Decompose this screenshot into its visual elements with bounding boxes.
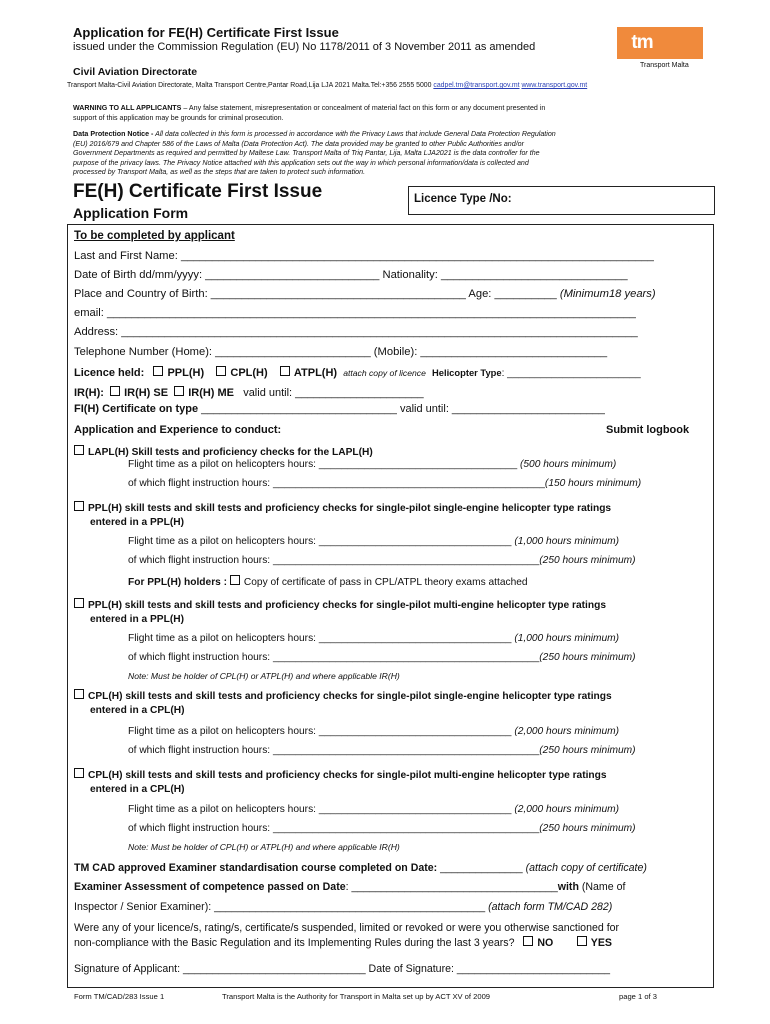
ir-valid-until-field[interactable]: valid until: _____________________	[243, 387, 424, 399]
sanction-no-checkbox[interactable]	[523, 936, 533, 946]
ppl-se-instruction-field[interactable]: of which flight instruction hours: _______________________________________________(250 hours minimum)	[128, 555, 636, 566]
standardisation-row[interactable]: TM CAD approved Examiner standardisation course completed on Date: ______________ (attach copy of certificate)	[74, 862, 647, 874]
ppl-me-note: Note: Must be holder of CPL(H) or ATPL(H) and where applicable IR(H)	[128, 671, 400, 681]
cpl-se-section-title: CPL(H) skill tests and skill tests and proficiency checks for single-pilot single-engine helicopter type ratings entered in a CPL(H)	[74, 689, 612, 718]
inspector-row[interactable]: Inspector / Senior Examiner): ______________________________________________ (attach form TM/CAD 282)	[74, 901, 613, 913]
ppl-me-section-title: PPL(H) skill tests and skill tests and proficiency checks for single-pilot multi-engine helicopter type ratings entered in a PPL(H)	[74, 598, 606, 627]
ppl-me-flight-time-field[interactable]: Flight time as a pilot on helicopters hours: __________________________________ (1,000 hours minimum)	[128, 633, 620, 644]
lapl-instruction-field[interactable]: of which flight instruction hours: ________________________________________________(150 hours minimum)	[128, 478, 642, 489]
address-line: Transport Malta-Civil Aviation Directorate, Malta Transport Centre,Pantar Road,Lija LJA 2021 Malta.Tel:+356 2555 5000 cadpel.tm@transport.gov.mt www.transport.gov.mt	[67, 82, 588, 89]
logo-caption: Transport Malta	[640, 62, 689, 69]
applicant-heading: To be completed by applicant	[74, 230, 235, 242]
form-subtitle: Application Form	[73, 205, 189, 221]
fi-row[interactable]: FI(H) Certificate on type ________________________________ valid until: _________________________	[74, 403, 605, 415]
ppl-se-section-title: PPL(H) skill tests and skill tests and proficiency checks for single-pilot single-engine helicopter type ratings entered in a PPL(H)	[74, 501, 611, 530]
lapl-flight-time-field[interactable]: Flight time as a pilot on helicopters hours: ___________________________________ (500 hours minimum)	[128, 459, 617, 470]
form-title: FE(H) Certificate First Issue	[73, 181, 323, 202]
ppl-se-checkbox[interactable]	[74, 501, 84, 511]
sanction-yes-checkbox[interactable]	[577, 936, 587, 946]
transport-malta-logo	[617, 27, 703, 59]
document-title: Application for FE(H) Certificate First Issue	[73, 25, 339, 40]
email-field[interactable]: email: _____________________________________________________________________________________	[74, 307, 636, 319]
signature-row[interactable]: Signature of Applicant: _______________________________ Date of Signature: __________________________	[74, 963, 611, 975]
cpl-se-checkbox[interactable]	[74, 689, 84, 699]
ppl-checkbox[interactable]	[153, 366, 163, 376]
data-protection-notice: Data Protection Notice - All data collected in this form is processed in accordance with the Privacy Laws that include General Data Protection Regulation (EU) 2016/679 and Chapter 586 of the Laws of Malta (Data Protection Act). The data provided may be granted to other Public Authorities and/or Government Departments as required and permitted by Maltese Law. Transport Malta of Triq Pantar, Lija, Malta LJA2021 is the data controller for the purpose of the privacy laws. The Privacy Notice attached with this application sets out the way in which personal information/data is collected and processed by Transport Malta, as well as the steps that are taken to protect such information.	[73, 130, 556, 177]
ppl-me-checkbox[interactable]	[74, 598, 84, 608]
helicopter-type-field[interactable]: : ________________________	[501, 368, 641, 379]
website-link[interactable]: www.transport.gov.mt	[521, 82, 588, 89]
directorate-name: Civil Aviation Directorate	[73, 66, 198, 78]
name-field[interactable]: Last and First Name: ____________________________________________________________________________	[74, 250, 654, 262]
ir-se-checkbox[interactable]	[110, 386, 120, 396]
sanction-question: Were any of your licence/s, rating/s, certificate/s suspended, limited or revoked or were you otherwise sanctioned for non-compliance with the Basic Regulation and its Implementing Rules during the last 3 years? NO YES	[74, 922, 620, 949]
cpl-me-checkbox[interactable]	[74, 768, 84, 778]
logo-text: tm	[631, 32, 653, 53]
ppl-holders-row: For PPL(H) holders : Copy of certificate of pass in CPL/ATPL theory exams attached	[128, 577, 528, 588]
cpl-checkbox[interactable]	[216, 366, 226, 376]
age-note: (Minimum18 years)	[559, 288, 656, 300]
authority-line: Transport Malta is the Authority for Transport in Malta set up by ACT XV of 2009	[222, 992, 491, 1001]
ppl-theory-checkbox[interactable]	[230, 575, 240, 585]
ppl-se-flight-time-field[interactable]: Flight time as a pilot on helicopters hours: __________________________________ (1,000 hours minimum)	[128, 536, 620, 547]
cpl-me-section-title: CPL(H) skill tests and skill tests and proficiency checks for single-pilot multi-engine helicopter type ratings entered in a CPL(H)	[74, 768, 607, 797]
page-number: page 1 of 3	[619, 992, 658, 1001]
licence-type-label: Licence Type /No:	[414, 193, 512, 205]
cpl-me-note: Note: Must be holder of CPL(H) or ATPL(H) and where applicable IR(H)	[128, 842, 400, 852]
ir-me-checkbox[interactable]	[174, 386, 184, 396]
atpl-checkbox[interactable]	[280, 366, 290, 376]
address-field[interactable]: Address: ___________________________________________________________________________________	[74, 326, 638, 338]
assessment-row[interactable]: Examiner Assessment of competence passed on Date: ___________________________________with (Name of	[74, 881, 626, 893]
dob-nationality-field[interactable]: Date of Birth dd/mm/yyyy: ____________________________ Nationality: ______________________________	[74, 269, 628, 281]
document-subtitle: issued under the Commission Regulation (EU) No 1178/2011 of 3 November 2011 as amended	[73, 41, 536, 53]
cpl-se-flight-time-field[interactable]: Flight time as a pilot on helicopters hours: __________________________________ (2,000 hours minimum)	[128, 726, 620, 737]
licence-held-row: Licence held: PPL(H) CPL(H) ATPL(H) attach copy of licence Helicopter Type: ________________________	[74, 367, 641, 379]
cpl-me-instruction-field[interactable]: of which flight instruction hours: _______________________________________________(250 hours minimum)	[128, 823, 636, 834]
experience-heading: Application and Experience to conduct:	[74, 424, 282, 436]
email-link[interactable]: cadpel.tm@transport.gov.mt	[433, 82, 520, 89]
place-of-birth-field[interactable]: Place and Country of Birth: _________________________________________ Age: __________ (Minimum18 years)	[74, 288, 656, 300]
cpl-se-instruction-field[interactable]: of which flight instruction hours: _______________________________________________(250 hours minimum)	[128, 745, 636, 756]
cpl-me-flight-time-field[interactable]: Flight time as a pilot on helicopters hours: __________________________________ (2,000 hours minimum)	[128, 804, 620, 815]
lapl-section-title: LAPL(H) Skill tests and proficiency checks for the LAPL(H)	[74, 445, 373, 458]
form-id: Form TM/CAD/283 Issue 1	[74, 992, 165, 1001]
ppl-me-instruction-field[interactable]: of which flight instruction hours: _______________________________________________(250 hours minimum)	[128, 652, 636, 663]
warning-notice: WARNING TO ALL APPLICANTS – Any false statement, misrepresentation or concealment of material fact on this form or any document presented in support of this application may be grounds for criminal prosecution.	[73, 104, 546, 122]
telephone-field[interactable]: Telephone Number (Home): _________________________ (Mobile): ______________________________	[74, 346, 608, 358]
submit-logbook-label: Submit logbook	[606, 424, 690, 436]
ir-row: IR(H): IR(H) SE IR(H) ME valid until: _____________________	[74, 387, 424, 399]
licence-type-box[interactable]	[408, 186, 715, 215]
lapl-checkbox[interactable]	[74, 445, 84, 455]
